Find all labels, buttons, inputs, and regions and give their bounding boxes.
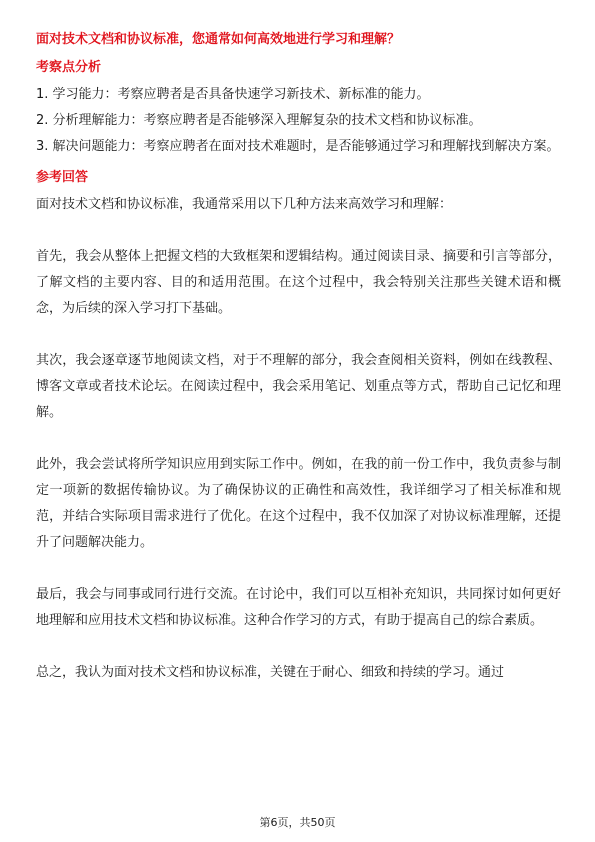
page-footer: 第6页，共50页 [259,816,336,829]
answer-paragraph: 其次，我会逐章逐节地阅读文档，对于不理解的部分，我会查阅相关资料，例如在线教程、博客文章或者技术论坛。在阅读过程中，我会采用笔记、划重点等方式，帮助自己记忆和理解。 [36,353,561,420]
analysis-item: 2. 分析理解能力：考察应聘者是否能够深入理解复杂的技术文档和协议标准。 [36,113,482,128]
answer-heading: 参考回答 [36,170,89,185]
question-title: 面对技术文档和协议标准，您通常如何高效地进行学习和理解？ [36,32,401,47]
analysis-item: 1. 学习能力：考察应聘者是否具备快速学习新技术、新标准的能力。 [36,87,430,102]
answer-paragraph: 首先，我会从整体上把握文档的大致框架和逻辑结构。通过阅读目录、摘要和引言等部分，了解文档的主要内容、目的和适用范围。在这个过程中，我会特别关注那些关键术语和概念，为后续的深入学习打下基础。 [36,249,561,316]
document-page [36,30,561,712]
answer-paragraph: 此外，我会尝试将所学知识应用到实际工作中。例如，在我的前一份工作中，我负责参与制定一项新的数据传输协议。为了确保协议的正确性和高效性，我详细学习了相关标准和规范，并结合实际项目需求进行了优化。在这个过程中，我不仅加深了对协议标准理解，还提升了问题解决能力。 [36,457,561,550]
answer-section [36,168,561,686]
analysis-list [36,82,561,160]
answer-intro: 面对技术文档和协议标准，我通常采用以下几种方法来高效学习和理解： [36,197,453,212]
answer-paragraph: 总之，我认为面对技术文档和协议标准，关键在于耐心、细致和持续的学习。通过 [36,665,505,680]
analysis-heading: 考察点分析 [36,60,102,75]
analysis-item: 3. 解决问题能力：考察应聘者在面对技术难题时，是否能够通过学习和理解找到解决方案。 [36,139,560,154]
answer-paragraph: 最后，我会与同事或同行进行交流。在讨论中，我们可以互相补充知识，共同探讨如何更好地理解和应用技术文档和协议标准。这种合作学习的方式，有助于提高自己的综合素质。 [36,587,561,628]
